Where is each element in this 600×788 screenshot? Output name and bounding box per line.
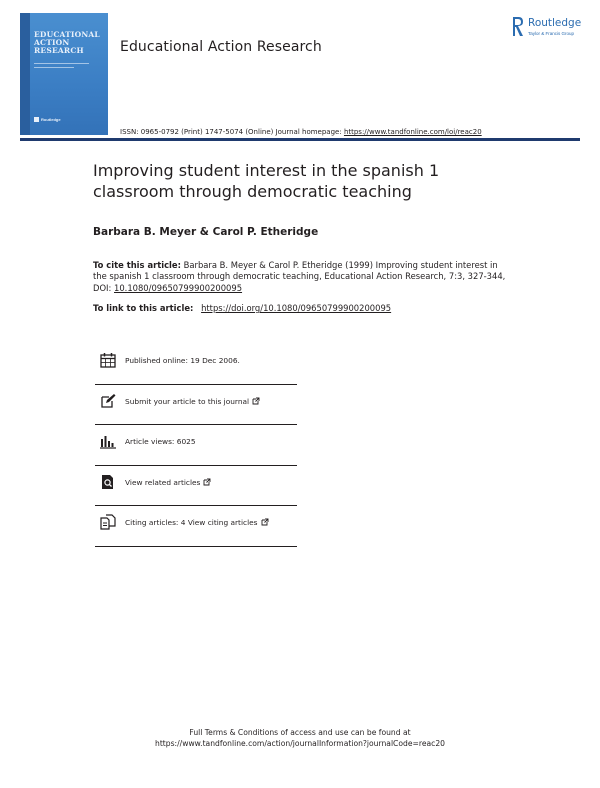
cover-title [34,30,100,55]
external-link-icon [252,397,260,405]
published-online-label: Published online: 19 Dec 2006. [125,356,240,365]
external-link-icon [261,518,269,526]
footer [0,727,600,749]
citation-block [93,260,513,294]
article-doi-url[interactable]: https://doi.org/10.1080/09650799900200095 [201,303,392,313]
external-link-icon [203,478,211,486]
link-to-label: To link to this article: [93,303,194,313]
footer-terms-text: Full Terms & Conditions of access and use can be found at [189,728,411,737]
citation-doi-link[interactable]: 10.1080/09650799900200095 [114,282,243,293]
citing-articles-label[interactable]: Citing articles: 4 View citing articles [125,518,269,527]
routledge-icon [511,16,525,38]
publisher-logo[interactable] [511,16,591,42]
submit-article-label[interactable]: Submit your article to this journal [125,397,260,406]
cover-rule [34,67,74,68]
issn-text: ISSN: 0965-0792 (Print) 1747-5074 (Online) Journal homepage: [120,128,344,136]
header-divider [20,138,580,141]
citation-label: To cite this article: [93,260,181,270]
article-authors: Barbara B. Meyer & Carol P. Etheridge [93,226,319,238]
cover-title-line: EDUCATIONAL [34,30,100,39]
article-views-label: Article views: 6025 [125,437,196,447]
related-articles-row[interactable] [95,466,297,507]
search-doc-icon [100,474,116,490]
issn-line [120,128,482,136]
edit-icon [100,393,116,409]
article-actions [95,344,297,547]
cover-rule [34,63,89,64]
cover-publisher-logo: Routledge [34,117,61,122]
footer-terms-link[interactable]: https://www.tandfonline.com/action/journalInformation?journalCode=reac20 [155,739,445,748]
link-to-article [93,303,391,313]
bar-chart-icon [100,433,116,449]
citation-text: Barbara B. Meyer & Carol P. Etheridge (1999) Improving student interest in the spanish 1 classroom through democratic teaching, Educational Action Research, 7:3, 327-344, DOI: [93,260,506,293]
journal-cover [20,13,108,135]
publisher-subtitle: Taylor & Francis Group [528,31,575,36]
related-articles-label[interactable]: View related articles [125,478,211,487]
calendar-icon [100,352,116,368]
published-online-row [95,344,297,385]
journal-homepage-link[interactable]: https://www.tandfonline.com/loi/reac20 [343,128,482,136]
cover-title-line: ACTION [34,38,70,47]
submit-article-row[interactable] [95,385,297,426]
publisher-name: Routledge [528,17,582,29]
cover-title-line: RESEARCH [34,46,84,55]
journal-name[interactable]: Educational Action Research [120,39,322,55]
article-views-row [95,425,297,466]
citing-articles-row[interactable] [95,506,297,547]
article-title: Improving student interest in the spanish 1 classroom through democratic teaching [93,161,440,201]
cover-stripe [20,13,30,135]
citing-articles-icon [100,514,116,530]
